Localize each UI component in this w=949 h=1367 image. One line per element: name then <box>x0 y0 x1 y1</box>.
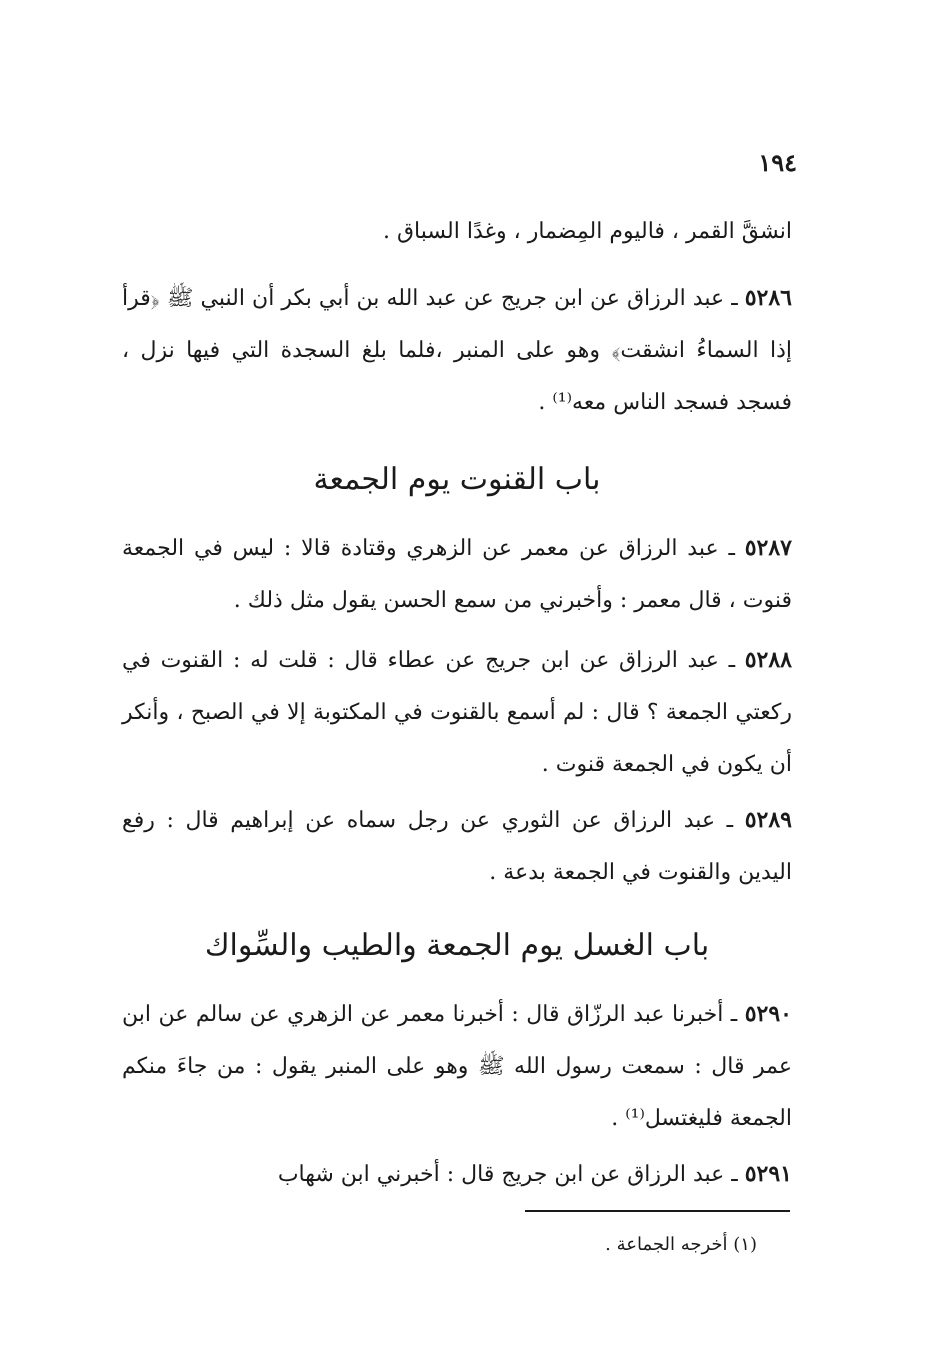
hadith-number: ٥٢٨٦ <box>744 285 792 311</box>
hadith-text: ـ عبد الرزاق عن ابن جريج قال : أخبرني ابن شهاب <box>277 1162 745 1187</box>
hadith-number: ٥٢٩١ <box>744 1161 792 1187</box>
hadith-5291 <box>122 1148 792 1201</box>
hadith-number: ٥٢٨٩ <box>744 807 792 833</box>
hadith-5289 <box>122 794 792 899</box>
hadith-5290 <box>122 988 792 1145</box>
hadith-5288 <box>122 634 792 791</box>
hadith-text: ـ أخبرنا عبد الرزّاق قال : أخبرنا معمر عن الزهري عن سالم عن ابن عمر قال : سمعت رسول الله ﷺ وهو على المنبر يقول : من جاءَ منكم الجمعة فليغتسل⁽¹⁾ . <box>122 1002 792 1131</box>
paragraph-text: انشقَّ القمر ، فاليوم المِضمار ، وغدًا السباق . <box>383 219 792 244</box>
chapter-heading-ghusl: باب الغسل يوم الجمعة والطيب والسِّواك <box>204 928 710 963</box>
hadith-number: ٥٢٨٨ <box>744 647 792 673</box>
hadith-text: ـ عبد الرزاق عن ابن جريج عن عطاء قال : قلت له : القنوت في ركعتي الجمعة ؟ قال : لم أسمع بالقنوت في المكتوبة إلا في الصبح ، وأنكر أن يكون في الجمعة قنوت . <box>122 648 792 777</box>
footnote-divider <box>525 1210 790 1212</box>
footnote: (١) أخرجه الجماعة . <box>605 1234 757 1255</box>
hadith-text: ـ عبد الرزاق عن معمر عن الزهري وقتادة قالا : ليس في الجمعة قنوت ، قال معمر : وأخبرني من سمع الحسن يقول مثل ذلك . <box>122 536 792 613</box>
hadith-5286 <box>122 272 792 429</box>
continuation-paragraph <box>122 206 792 258</box>
hadith-text: ـ عبد الرزاق عن ابن جريج عن عبد الله بن أبي بكر أن النبي ﷺ ﴿قرأ إذا السماءُ انشقت﴾ وهو على المنبر ،فلما بلغ السجدة التي فيها نزل ، فسجد فسجد الناس معه⁽¹⁾ . <box>122 286 792 415</box>
page-number: ١٩٤ <box>758 148 797 177</box>
chapter-heading-qunut: باب القنوت يوم الجمعة <box>313 462 601 497</box>
hadith-number: ٥٢٨٧ <box>744 535 792 561</box>
hadith-5287 <box>122 522 792 627</box>
hadith-number: ٥٢٩٠ <box>744 1001 792 1027</box>
hadith-text: ـ عبد الرزاق عن الثوري عن رجل سماه عن إبراهيم قال : رفع اليدين والقنوت في الجمعة بدعة . <box>122 808 792 885</box>
